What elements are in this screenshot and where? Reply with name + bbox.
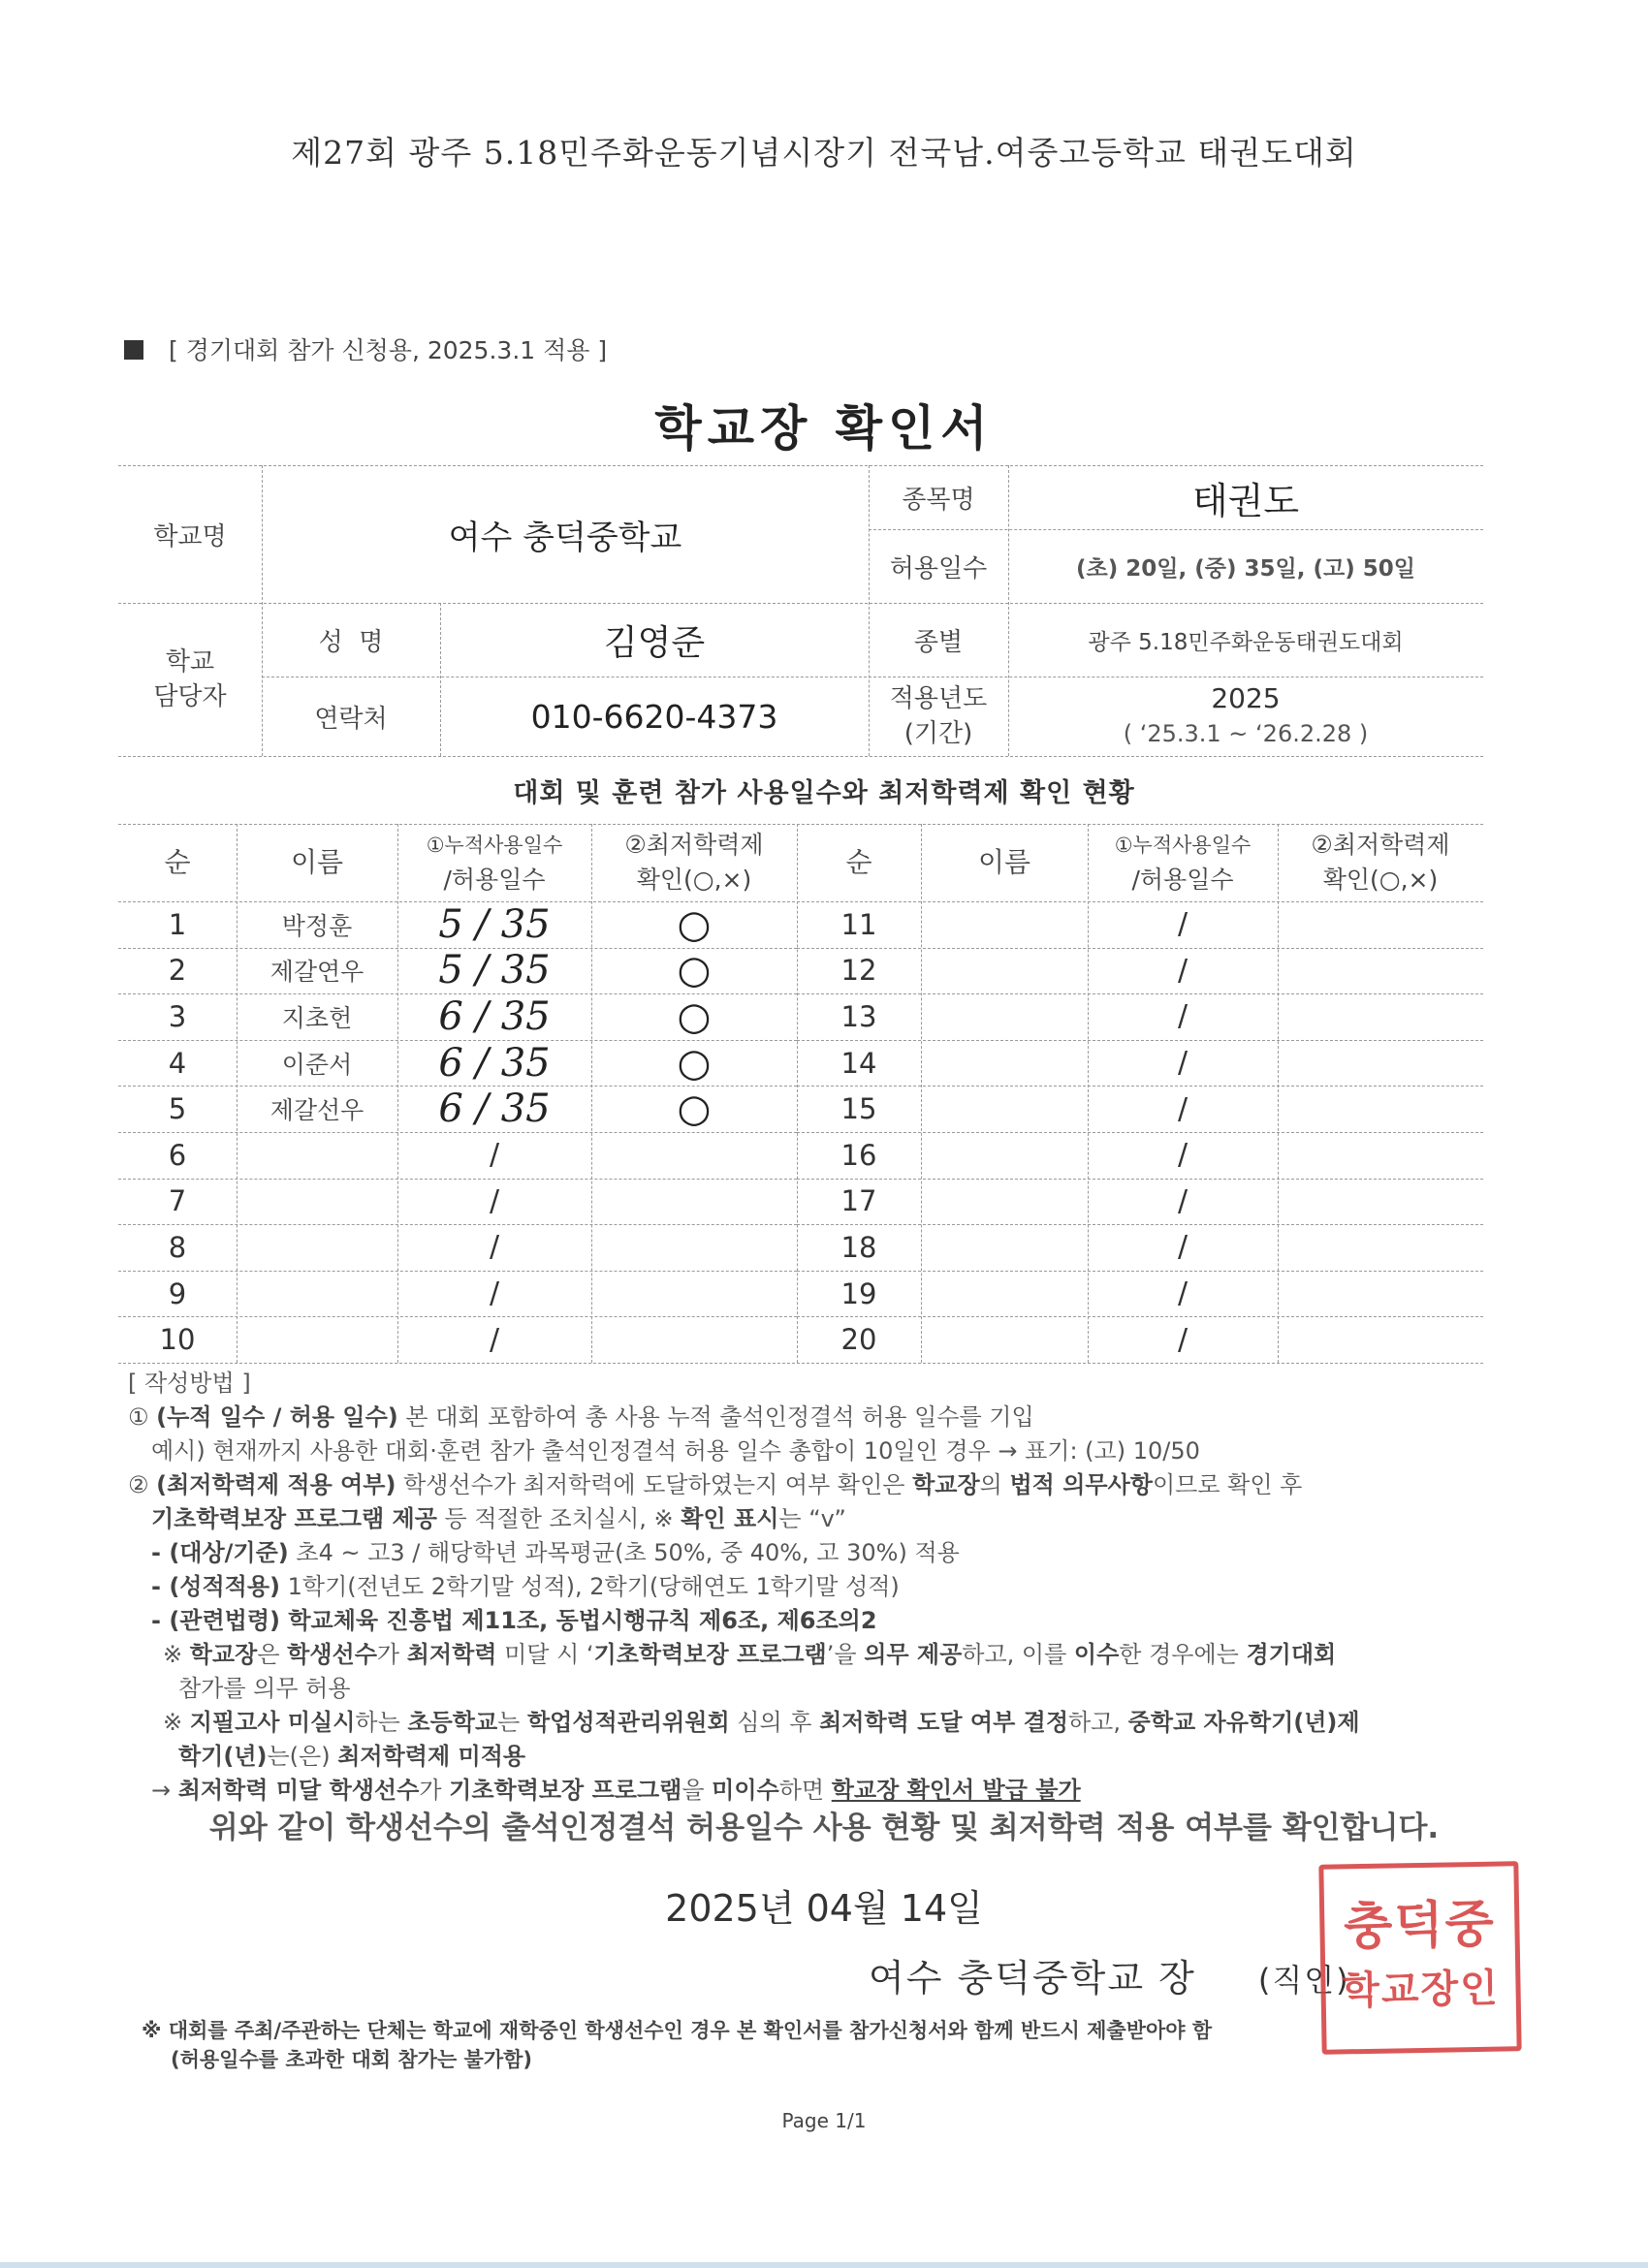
row-number: 11 (840, 907, 877, 941)
used-days: 6 / 35 (438, 993, 551, 1039)
min-academic-check: ○ (677, 1040, 712, 1086)
year-label-line1: 적용년도 (889, 684, 988, 713)
guide-line-7: - (관련법령) 학교체육 진흥법 제11조, 동법시행규칙 제6조, 제6조의2 (151, 1607, 877, 1634)
row-number: 13 (840, 999, 877, 1033)
year-label (869, 677, 1008, 756)
signer-name: 여수 충덕중학교 장 (869, 1957, 1196, 2000)
sport-value: 태권도 (1191, 479, 1300, 522)
notice-line1: ※ 대회를 주최/주관하는 단체는 학교에 재학중인 학생선수인 경우 본 확인서를 참가신청서와 함께 반드시 제출받아야 함 (142, 2019, 1213, 2042)
header-used-line1: ①누적사용일수 (426, 834, 563, 857)
student-name (237, 1316, 397, 1363)
min-academic-check (1278, 993, 1483, 1040)
row-number: 8 (168, 1230, 187, 1264)
row-number: 5 (168, 1092, 187, 1126)
header-used-left (397, 824, 591, 901)
header-used-line2: /허용일수 (443, 866, 546, 894)
min-academic-check (1278, 1224, 1483, 1271)
used-days: / (489, 1276, 500, 1311)
student-name (921, 993, 1088, 1040)
used-days: / (1177, 1091, 1188, 1126)
category-value: 광주 5.18민주화운동태권도대회 (1088, 629, 1404, 655)
guide-line-10: ※ 지필고사 미실시하는 초등학교는 학업성적관리위원회 심의 후 최저학력 도달 여부 결정하고, 중학교 자유학기(년)제 (163, 1709, 1360, 1736)
days-value: (초) 20일, (중) 35일, (고) 50일 (1076, 555, 1415, 582)
used-days: / (1177, 1322, 1188, 1357)
used-days: / (489, 1138, 500, 1173)
min-academic-check: ○ (677, 993, 712, 1039)
manager-label-line2: 담당자 (153, 682, 227, 711)
student-name (921, 1316, 1088, 1363)
guide-line-4: 기초학력보장 프로그램 제공 등 적절한 조치실시, ※ 확인 표시는 “v” (151, 1505, 846, 1532)
min-academic-check (591, 1316, 797, 1363)
usage-note (124, 331, 607, 366)
writing-guide (128, 1367, 1524, 1808)
year-value-text: 2025 (1211, 682, 1281, 714)
header-check-left (591, 824, 797, 901)
seal-mark: (직인) (1257, 1962, 1350, 1999)
sport-label: 종목명 (902, 485, 975, 515)
year-value (1008, 677, 1483, 756)
signer (869, 1948, 1350, 2001)
school-label: 학교명 (153, 521, 227, 551)
min-academic-check: ○ (677, 901, 712, 947)
header-check-line2: 확인(○,×) (1322, 866, 1439, 894)
student-name (921, 901, 1088, 948)
row-number: 7 (168, 1184, 187, 1218)
used-days: 5 / 35 (438, 948, 551, 993)
header-seq-left: 순 (164, 846, 191, 878)
min-academic-check: ○ (677, 1087, 712, 1132)
min-academic-check (1278, 1271, 1483, 1317)
row-number: 10 (159, 1323, 196, 1357)
contact-value: 010-6620-4373 (530, 697, 778, 736)
usage-note-text: [ 경기대회 참가 신청용, 2025.3.1 적용 ] (169, 336, 608, 364)
row-number: 12 (840, 954, 877, 988)
used-days: 5 / 35 (438, 901, 551, 947)
min-academic-check (1278, 1316, 1483, 1363)
min-academic-check: ○ (677, 948, 712, 993)
period-value-text: ( ‘25.3.1 ~ ‘26.2.28 ) (1123, 720, 1369, 747)
name-value: 김영준 (603, 622, 706, 663)
contact-label: 연락처 (314, 704, 388, 734)
manager-label-line1: 학교 (165, 647, 215, 677)
student-name: 박정훈 (281, 911, 353, 940)
days-label: 허용일수 (889, 553, 988, 583)
student-name (237, 1132, 397, 1179)
student-name (921, 1086, 1088, 1132)
student-name (921, 1271, 1088, 1317)
min-academic-check (1278, 1086, 1483, 1132)
student-name (237, 1271, 397, 1317)
header-seq-right: 순 (845, 846, 872, 878)
used-days: / (1177, 907, 1188, 942)
header-check-line2: 확인(○,×) (636, 866, 752, 894)
stamp-line2: 학교장인 (1341, 1966, 1501, 2014)
used-days: 6 / 35 (438, 1040, 551, 1086)
used-days: / (1177, 953, 1188, 988)
student-name (921, 1224, 1088, 1271)
guide-line-12: → 최저학력 미달 학생선수가 기초학력보장 프로그램을 미이수하면 학교장 확인서 발급 불가 (151, 1777, 1081, 1804)
year-label-line2: (기간) (903, 719, 973, 748)
used-days: / (1177, 1183, 1188, 1218)
row-number: 9 (168, 1276, 187, 1310)
page-number: Page 1/1 (781, 2109, 867, 2132)
student-name: 제갈선우 (269, 1096, 364, 1125)
used-days: / (489, 1230, 500, 1265)
confirmation-statement: 위와 같이 학생선수의 출석인정결석 허용일수 사용 현황 및 최저학력 적용 여부를 확인합니다. (208, 1811, 1440, 1845)
student-name (237, 1224, 397, 1271)
used-days: / (489, 1183, 500, 1218)
event-title: 제27회 광주 5.18민주화운동기념시장기 전국남.여중고등학교 태권도대회 (291, 134, 1357, 172)
header-check-line1: ②최저학력제 (624, 831, 764, 859)
guide-line-3: ② (최저학력제 적용 여부) 학생선수가 최저학력에 도달하였는지 여부 확인은 학교장의 법적 의무사항이므로 확인 후 (128, 1471, 1303, 1498)
submission-notice (142, 2016, 1518, 2074)
guide-heading: [ 작성방법 ] (128, 1370, 251, 1397)
row-number: 6 (168, 1138, 187, 1172)
student-name: 지초헌 (281, 1003, 353, 1032)
header-check-line1: ②최저학력제 (1311, 831, 1450, 859)
used-days: / (1177, 1138, 1188, 1173)
issue-date: 2025년 04월 14일 (665, 1887, 983, 1930)
header-used-line1: ①누적사용일수 (1114, 834, 1252, 857)
student-name (237, 1179, 397, 1225)
guide-line-5: - (대상/기준) 초4 ~ 고3 / 해당학년 과목평균(초 50%, 중 40%, 고 30%) 적용 (151, 1539, 960, 1566)
row-number: 1 (168, 907, 187, 941)
header-used-line2: /허용일수 (1131, 866, 1234, 894)
name-label: 성 명 (318, 627, 384, 657)
row-number: 16 (840, 1138, 877, 1172)
student-name (921, 1040, 1088, 1087)
min-academic-check (1278, 948, 1483, 994)
min-academic-check (591, 1179, 797, 1225)
student-name (921, 1132, 1088, 1179)
student-name: 이준서 (281, 1050, 353, 1079)
min-academic-check (591, 1224, 797, 1271)
guide-line-2: 예시) 현재까지 사용한 대회·훈련 참가 출석인정결석 허용 일수 총합이 10일인 경우 → 표기: (고) 10/50 (151, 1437, 1200, 1465)
used-days: / (1177, 1230, 1188, 1265)
guide-line-11: 학기(년)는(은) 최저학력제 미적용 (178, 1743, 526, 1770)
row-number: 4 (168, 1046, 187, 1080)
row-number: 2 (168, 954, 187, 988)
guide-line-1: ① (누적 일수 / 허용 일수) 본 대회 포함하여 총 사용 누적 출석인정결석 허용 일수를 기입 (128, 1403, 1034, 1431)
min-academic-check (591, 1132, 797, 1179)
header-check-right (1278, 824, 1483, 901)
used-days: / (1177, 999, 1188, 1034)
guide-line-6: - (성적적용) 1학기(전년도 2학기말 성적), 2학기(당해연도 1학기말 성적) (151, 1573, 900, 1600)
min-academic-check (1278, 1179, 1483, 1225)
min-academic-check (1278, 1040, 1483, 1087)
bullet-square-icon (124, 340, 143, 360)
row-number: 3 (168, 999, 187, 1033)
row-number: 18 (840, 1230, 877, 1264)
student-name: 제갈연우 (269, 958, 364, 987)
stamp-line1: 충덕중 (1343, 1895, 1497, 1957)
used-days: / (1177, 1276, 1188, 1311)
notice-line2: (허용일수를 초과한 대회 참가는 불가함) (171, 2048, 533, 2071)
header-used-right (1088, 824, 1278, 901)
student-name (921, 948, 1088, 994)
row-number: 19 (840, 1276, 877, 1310)
row-number: 17 (840, 1184, 877, 1218)
min-academic-check (1278, 901, 1483, 948)
manager-label (118, 603, 262, 756)
used-days: / (489, 1322, 500, 1357)
min-academic-check (591, 1271, 797, 1317)
min-academic-check (1278, 1132, 1483, 1179)
category-label: 종별 (913, 627, 964, 657)
used-days: / (1177, 1046, 1188, 1081)
guide-line-8: ※ 학교장은 학생선수가 최저학력 미달 시 ‘기초학력보장 프로그램’을 의무 제공하고, 이를 이수한 경우에는 경기대회 (163, 1641, 1337, 1668)
row-number: 14 (840, 1046, 877, 1080)
row-number: 15 (840, 1092, 877, 1126)
status-title: 대회 및 훈련 참가 사용일수와 최저학력제 확인 현황 (513, 778, 1135, 808)
scan-edge (0, 2262, 1648, 2268)
student-name (921, 1179, 1088, 1225)
used-days: 6 / 35 (438, 1087, 551, 1132)
document-title: 학교장 확인서 (654, 400, 994, 457)
school-value: 여수 충덕중학교 (448, 518, 682, 557)
guide-line-9: 참가를 의무 허용 (178, 1675, 351, 1702)
header-name-right: 이름 (977, 846, 1031, 878)
header-name-left: 이름 (290, 846, 344, 878)
row-number: 20 (840, 1323, 877, 1357)
